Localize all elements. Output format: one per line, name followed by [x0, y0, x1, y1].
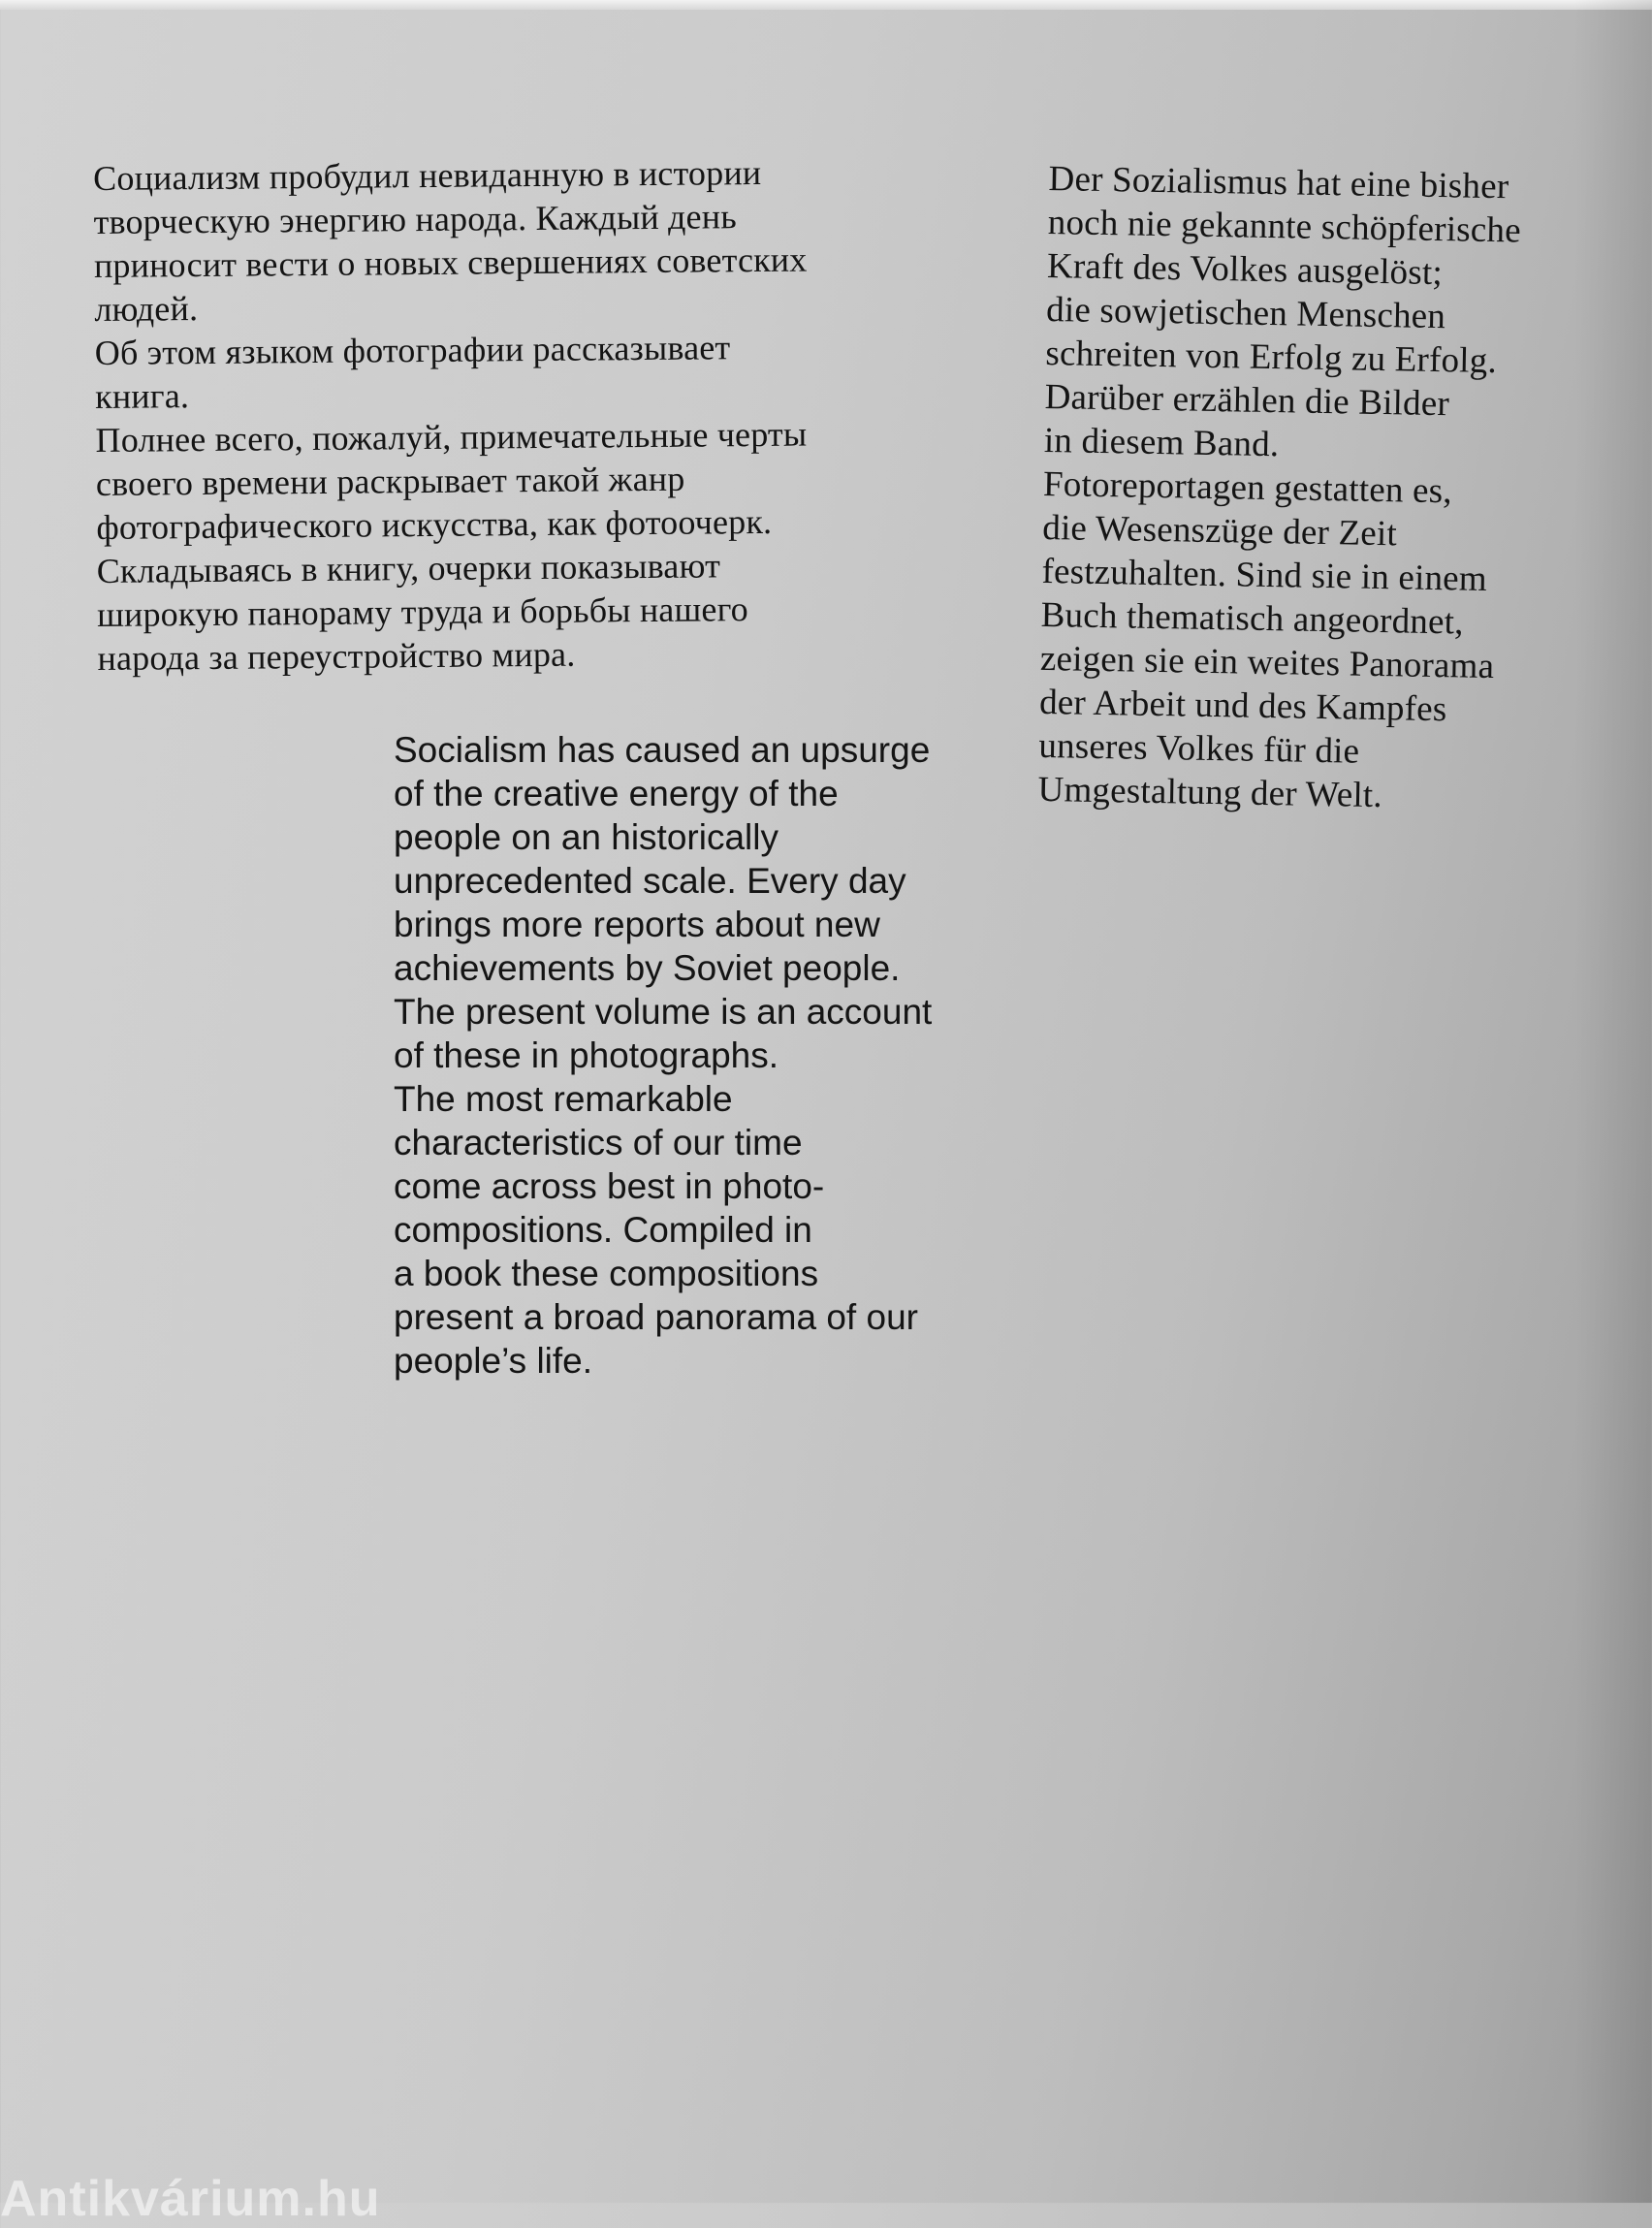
english-line: Socialism has caused an upsurge [394, 730, 931, 770]
english-line: The most remarkable [394, 1079, 733, 1119]
english-line: characteristics of our time [394, 1123, 803, 1162]
russian-line: широкую панораму труда и борьбы нашего [96, 589, 749, 634]
english-paragraph [394, 728, 1014, 1383]
page-top-edge [0, 0, 1652, 10]
english-line: come across best in photo- [394, 1166, 825, 1206]
english-line: people on an historically [394, 817, 778, 857]
russian-line: Полнее всего, пожалуй, примечательные черты [95, 414, 808, 460]
russian-line: Складываясь в книгу, очерки показывают [96, 546, 721, 590]
german-line: der Arbeit und des Kampfes [1038, 682, 1447, 730]
german-line: noch nie gekannte schöpferische [1047, 202, 1522, 251]
german-line: in diesem Band. [1043, 420, 1280, 465]
russian-paragraph [93, 149, 1029, 681]
russian-line: книга. [94, 376, 190, 416]
german-line: unseres Volkes für die [1038, 725, 1360, 772]
russian-line: фотографического искусства, как фотоочерк. [96, 501, 773, 547]
english-line: achievements by Soviet people. [394, 948, 901, 988]
german-paragraph [1037, 157, 1631, 821]
german-line: festzuhalten. Sind sie in einem [1041, 551, 1488, 599]
german-line: die sowjetischen Menschen [1045, 289, 1446, 337]
english-line: of these in photographs. [394, 1035, 779, 1075]
german-line: Fotoreportagen gestatten es, [1042, 463, 1453, 512]
english-line: people’s life. [394, 1341, 593, 1381]
russian-line: приносит вести о новых свершениях советских [93, 239, 808, 285]
english-line: present a broad panorama of our [394, 1297, 918, 1337]
german-line: Darüber erzählen die Bilder [1044, 376, 1450, 425]
english-line: brings more reports about new [394, 905, 880, 944]
russian-line: своего времени раскрывает такой жанр [95, 459, 685, 503]
english-line: unprecedented scale. Every day [394, 861, 906, 901]
german-line: Umgestaltung der Welt. [1037, 769, 1383, 816]
german-line: Der Sozialismus hat eine bisher [1048, 158, 1509, 207]
russian-line: Социализм пробудил невиданную в истории [93, 152, 762, 198]
english-line: a book these compositions [394, 1254, 819, 1293]
russian-line: творческую энергию народа. Каждый день [93, 197, 738, 241]
german-line: Kraft des Volkes ausgelöst; [1046, 245, 1444, 294]
german-line: schreiten von Erfolg zu Erfolg. [1045, 333, 1498, 382]
russian-line: народа за переустройство мира. [97, 634, 576, 678]
german-line: Buch thematisch angeordnet, [1040, 594, 1464, 643]
german-line: die Wesenszüge der Zeit [1041, 507, 1398, 555]
english-line: of the creative energy of the [394, 774, 839, 813]
english-line: The present volume is an account [394, 992, 933, 1032]
russian-line: людей. [94, 289, 199, 329]
watermark: Antikvárium.hu [0, 2171, 381, 2227]
english-line: compositions. Compiled in [394, 1210, 812, 1250]
german-line: zeigen sie ein weites Panorama [1039, 638, 1495, 687]
russian-line: Об этом языком фотографии рассказывает [94, 328, 731, 372]
